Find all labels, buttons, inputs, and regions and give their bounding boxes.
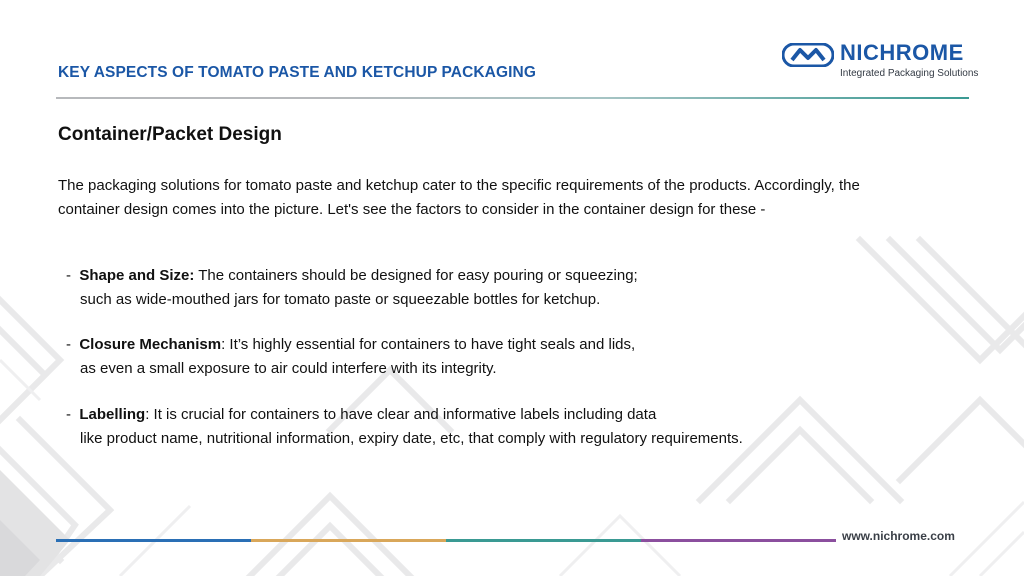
point-term: Labelling — [79, 406, 146, 423]
logo-name: NICHROME — [840, 40, 964, 65]
footer-divider — [56, 539, 836, 542]
point-term: Shape and Size: — [79, 267, 195, 284]
header-divider — [56, 97, 969, 99]
list-item — [66, 403, 926, 450]
section-heading: Container/Packet Design — [58, 124, 282, 145]
slide-title: KEY ASPECTS OF TOMATO PASTE AND KETCHUP PACKAGING — [58, 64, 536, 81]
bullet-dash: - — [66, 267, 71, 284]
logo-tagline: Integrated Packaging Solutions — [840, 68, 979, 79]
nichrome-logo-icon — [782, 43, 834, 67]
list-item — [66, 333, 926, 380]
intro-paragraph: The packaging solutions for tomato paste and ketchup cater to the specific requirements of the products. Accordingly, the container design comes into the picture. Let's see the factors to consider in the container design for these - — [58, 177, 860, 218]
website-url[interactable]: www.nichrome.com — [842, 529, 955, 543]
point-text: : It’s highly essential for containers to have tight seals and lids, — [221, 336, 636, 353]
point-text-continued: such as wide-mouthed jars for tomato paste or squeezable bottles for ketchup. — [80, 290, 601, 308]
nichrome-logo — [782, 40, 979, 84]
bullet-dash: - — [66, 336, 71, 353]
list-item — [66, 264, 926, 311]
point-text: The containers should be designed for easy pouring or squeezing; — [194, 267, 638, 284]
point-text-continued: as even a small exposure to air could interfere with its integrity. — [80, 359, 497, 377]
bullet-dash: - — [66, 406, 71, 423]
point-term: Closure Mechanism — [79, 336, 222, 353]
point-text: : It is crucial for containers to have clear and informative labels including data — [145, 406, 657, 423]
point-text-continued: like product name, nutritional information, expiry date, etc, that comply with regulatory requirements. — [80, 429, 743, 447]
